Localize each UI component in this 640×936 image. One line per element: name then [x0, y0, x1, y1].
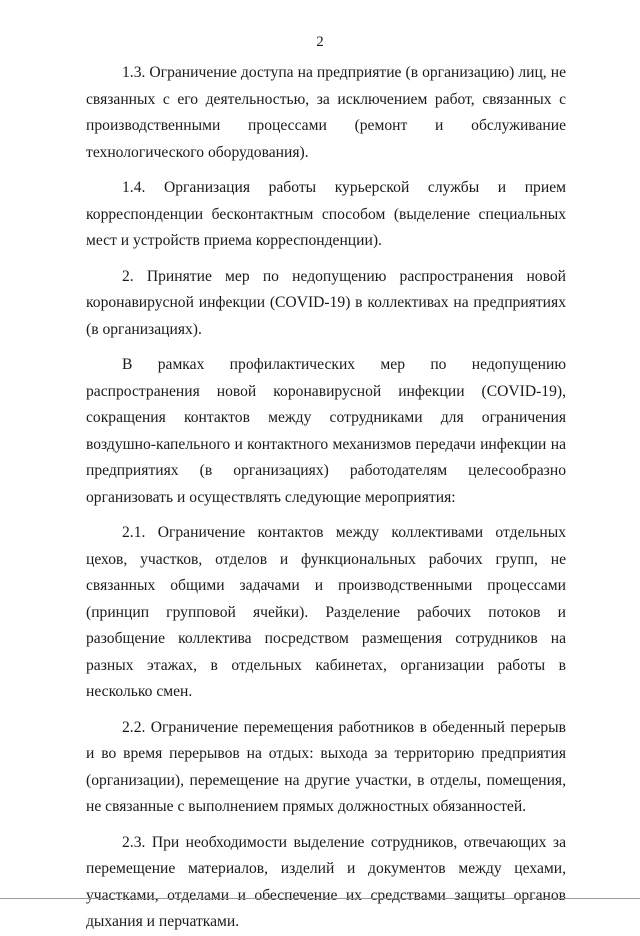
document-body: [86, 60, 566, 936]
paragraph-1-4: 1.4. Организация работы курьерской службы и прием корреспонденции бесконтактным способом (выделение специальных мест и устройств приема корреспонденции).: [86, 179, 566, 249]
paragraph-measures-intro: В рамках профилактических мер по недопущению распространения новой коронавирусной инфекции (COVID-19), сокращения контактов между сотрудниками для ограничения воздушно-капельного и контактного механизмов передачи инфекции на предприятиях (в организациях) работодателям целесообразно организовать и осуществлять следующие мероприятия:: [86, 356, 566, 506]
paragraph-2-3: 2.3. При необходимости выделение сотрудников, отвечающих за перемещение материалов, изделий и документов между цехами, участками, отделами и обеспечение их средствами защиты органов дыхания и перчатками.: [86, 833, 566, 930]
paragraph-2-2: 2.2. Ограничение перемещения работников в обеденный перерыв и во время перерывов на отдых: выхода за территорию предприятия (организации), перемещение на другие участки, в отделы, помещения, не связанные с выполнением прямых должностных обязанностей.: [86, 718, 566, 815]
paragraph-2: 2. Принятие мер по недопущению распространения новой коронавирусной инфекции (COVID-19) в коллективах на предприятиях (в организациях).: [86, 267, 566, 338]
paragraph-1-3: 1.3. Ограничение доступа на предприятие (в организацию) лиц, не связанных с его деятельностью, за исключением работ, связанных с производственными процессами (ремонт и обслуживание технологического оборудования).: [86, 64, 566, 161]
paragraph-2-1: 2.1. Ограничение контактов между коллективами отдельных цехов, участков, отделов и функциональных рабочих групп, не связанных общими задачами и производственными процессами (принцип групповой ячейки). Разделение рабочих потоков и разобщение коллектива посредством размещения сотрудников на разных этажах, в отдельных кабинетах, организации работы в несколько смен.: [86, 524, 566, 700]
page-number: 2: [316, 34, 324, 50]
page-bottom-edge-line: [0, 898, 640, 899]
